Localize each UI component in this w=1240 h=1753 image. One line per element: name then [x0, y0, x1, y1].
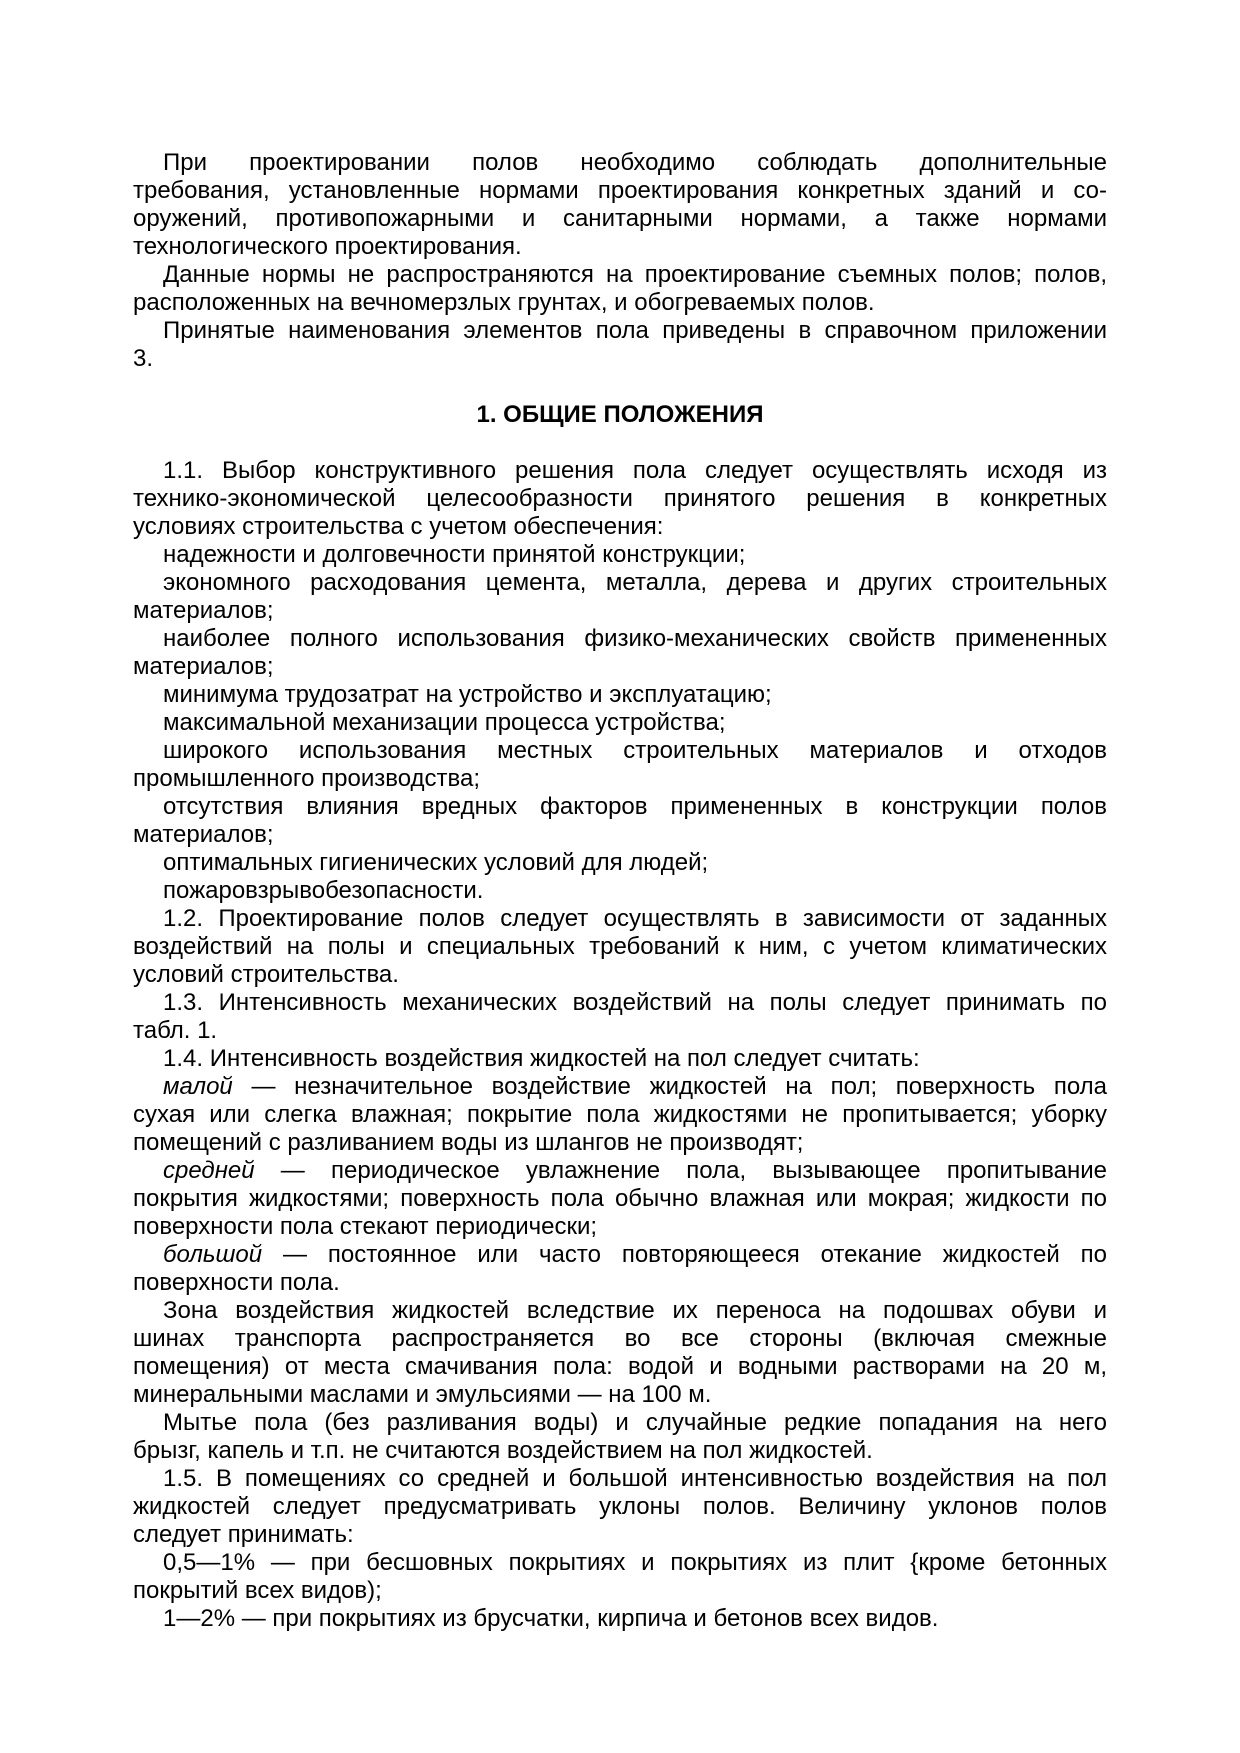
paragraph: [133, 1073, 1107, 1157]
line-text: сухая или слегка влажная; покрытие пола жидкостями не пропитывается; уборку: [133, 1101, 1107, 1128]
paragraph: [133, 989, 1107, 1045]
line-text: условиях строительства с учетом обеспечения:: [133, 513, 664, 540]
line-text: брызг, капель и т.п. не считаются воздействием на пол жидкостей.: [133, 1437, 873, 1464]
line-text: помещения) от места смачивания пола: водой и водными растворами на 20 м,: [133, 1353, 1107, 1380]
line-text: надежности и долговечности принятой конструкции;: [163, 541, 746, 568]
line-text: материалов;: [133, 821, 274, 848]
line-text: 1.5. В помещениях со средней и большой интенсивностью воздействия на пол: [163, 1465, 1107, 1492]
document-page: [133, 149, 1107, 1633]
text-line: [133, 849, 1107, 877]
line-text: поверхности пола стекают периодически;: [133, 1213, 598, 1240]
line-text: оптимальных гигиенических условий для людей;: [163, 849, 709, 876]
paragraph: [133, 1605, 1107, 1633]
text-line: [133, 1353, 1107, 1381]
paragraph: [133, 905, 1107, 989]
text-line: [133, 485, 1107, 513]
line-text: Данные нормы не распространяются на проектирование съемных полов; полов,: [163, 261, 1107, 288]
text-line: [133, 793, 1107, 821]
paragraph: [133, 261, 1107, 317]
line-text: 1.3. Интенсивность механических воздействий на полы следует принимать по: [163, 989, 1107, 1016]
line-text: — незначительное воздействие жидкостей на пол; поверхность пола: [232, 1073, 1107, 1100]
line-text: покрытия жидкостями; поверхность пола обычно влажная или мокрая; жидкости по: [133, 1185, 1107, 1212]
line-text: широкого использования местных строительных материалов и отходов: [163, 737, 1107, 764]
line-text: покрытий всех видов);: [133, 1577, 382, 1604]
paragraph: [133, 1465, 1107, 1549]
text-line: [133, 1325, 1107, 1353]
text-line: [133, 1017, 1107, 1045]
text-line: [133, 597, 1107, 625]
paragraph: [133, 1549, 1107, 1605]
line-text: 3.: [133, 345, 154, 372]
paragraph: [133, 1297, 1107, 1409]
text-line: [133, 961, 1107, 989]
line-text: материалов;: [133, 653, 274, 680]
intro-section: [133, 149, 1107, 373]
text-line: [133, 905, 1107, 933]
line-text: помещений с разливанием воды из шлангов не производят;: [133, 1129, 804, 1156]
text-line: [133, 1157, 1107, 1185]
line-text: промышленного производства;: [133, 765, 481, 792]
line-text: минимума трудозатрат на устройство и эксплуатацию;: [163, 681, 772, 708]
line-text: максимальной механизации процесса устройства;: [163, 709, 726, 736]
line-text: 1.1. Выбор конструктивного решения пола следует осуществлять исходя из: [163, 457, 1107, 484]
line-text: 1.4. Интенсивность воздействия жидкостей на пол следует считать:: [163, 1045, 920, 1072]
text-line: [133, 1269, 1107, 1297]
text-line: [133, 1493, 1107, 1521]
text-line: [133, 513, 1107, 541]
text-line: [133, 1577, 1107, 1605]
line-text: расположенных на вечномерзлых грунтах, и обогреваемых полов.: [133, 289, 875, 316]
text-line: [133, 317, 1107, 345]
defined-term: средней: [163, 1157, 255, 1184]
text-line: [133, 1185, 1107, 1213]
line-text: табл. 1.: [133, 1017, 218, 1044]
text-line: [133, 1521, 1107, 1549]
paragraph: [133, 1409, 1107, 1465]
text-line: [133, 261, 1107, 289]
text-line: [133, 541, 1107, 569]
line-text: воздействий на полы и специальных требований к ним, с учетом климатических: [133, 933, 1107, 960]
paragraph: [133, 541, 1107, 569]
line-text: поверхности пола.: [133, 1269, 340, 1296]
section-heading: 1. ОБЩИЕ ПОЛОЖЕНИЯ: [476, 401, 764, 428]
text-line: [133, 1409, 1107, 1437]
line-text: минеральными маслами и эмульсиями — на 100 м.: [133, 1381, 712, 1408]
line-text: 0,5—1% — при бесшовных покрытиях и покрытиях из плит {кроме бетонных: [163, 1549, 1107, 1576]
text-line: [133, 205, 1107, 233]
text-line: [133, 1241, 1107, 1269]
text-line: [133, 289, 1107, 317]
text-line: [133, 1213, 1107, 1241]
line-text: Зона воздействия жидкостей вследствие их переноса на подошвах обуви и: [163, 1297, 1107, 1324]
line-text: экономного расходования цемента, металла, дерева и других строительных: [163, 569, 1107, 596]
text-line: [133, 653, 1107, 681]
line-text: материалов;: [133, 597, 274, 624]
line-text: оружений, противопожарными и санитарными нормами, а также нормами: [133, 205, 1107, 232]
paragraph: [133, 569, 1107, 625]
line-text: Принятые наименования элементов пола приведены в справочном приложении: [163, 317, 1107, 344]
line-text: требования, установленные нормами проектирования конкретных зданий и со-: [133, 177, 1107, 204]
text-line: [133, 933, 1107, 961]
defined-term: большой: [163, 1241, 263, 1268]
paragraph: [133, 149, 1107, 261]
line-text: технико-экономической целесообразности принятого решения в конкретных: [133, 485, 1107, 512]
line-text: следует принимать:: [133, 1521, 354, 1548]
text-line: [133, 1549, 1107, 1577]
text-line: [133, 1381, 1107, 1409]
text-line: [133, 765, 1107, 793]
text-line: [133, 457, 1107, 485]
line-text: 1.2. Проектирование полов следует осуществлять в зависимости от заданных: [163, 905, 1107, 932]
text-line: [133, 345, 1107, 373]
paragraph: [133, 877, 1107, 905]
line-text: наиболее полного использования физико-механических свойств примененных: [163, 625, 1107, 652]
text-line: [133, 1073, 1107, 1101]
text-line: [133, 233, 1107, 261]
text-line: [133, 177, 1107, 205]
paragraph: [133, 709, 1107, 737]
defined-term: малой: [163, 1073, 233, 1100]
line-text: — постоянное или часто повторяющееся отекание жидкостей по: [262, 1241, 1107, 1268]
paragraph: [133, 793, 1107, 849]
text-line: [133, 569, 1107, 597]
text-line: [133, 1129, 1107, 1157]
line-text: — периодическое увлажнение пола, вызывающее пропитывание: [254, 1157, 1107, 1184]
paragraph: [133, 1045, 1107, 1073]
paragraph: [133, 849, 1107, 877]
text-line: [133, 989, 1107, 1017]
text-line: [133, 1605, 1107, 1633]
line-text: 1—2% — при покрытиях из брусчатки, кирпича и бетонов всех видов.: [163, 1605, 939, 1632]
paragraph: [133, 1241, 1107, 1297]
text-line: [133, 709, 1107, 737]
paragraph: [133, 1157, 1107, 1241]
text-line: [133, 1297, 1107, 1325]
line-text: технологического проектирования.: [133, 233, 522, 260]
paragraph: [133, 737, 1107, 793]
text-line: [133, 1101, 1107, 1129]
text-line: [133, 877, 1107, 905]
text-line: [133, 149, 1107, 177]
text-line: [133, 1045, 1107, 1073]
line-text: отсутствия влияния вредных факторов примененных в конструкции полов: [163, 793, 1107, 820]
line-text: При проектировании полов необходимо соблюдать дополнительные: [163, 149, 1107, 176]
text-line: [133, 681, 1107, 709]
paragraph: [133, 457, 1107, 541]
text-line: [133, 625, 1107, 653]
line-text: жидкостей следует предусматривать уклоны полов. Величину уклонов полов: [133, 1493, 1107, 1520]
text-line: [133, 1437, 1107, 1465]
line-text: Мытье пола (без разливания воды) и случайные редкие попадания на него: [163, 1409, 1107, 1436]
general-provisions-section: [133, 457, 1107, 1633]
paragraph: [133, 625, 1107, 681]
text-line: [133, 737, 1107, 765]
line-text: пожаровзрывобезопасности.: [163, 877, 484, 904]
line-text: условий строительства.: [133, 961, 399, 988]
paragraph: [133, 681, 1107, 709]
line-text: шинах транспорта распространяется во все стороны (включая смежные: [133, 1325, 1107, 1352]
text-line: [133, 821, 1107, 849]
paragraph: [133, 317, 1107, 373]
text-line: [133, 1465, 1107, 1493]
